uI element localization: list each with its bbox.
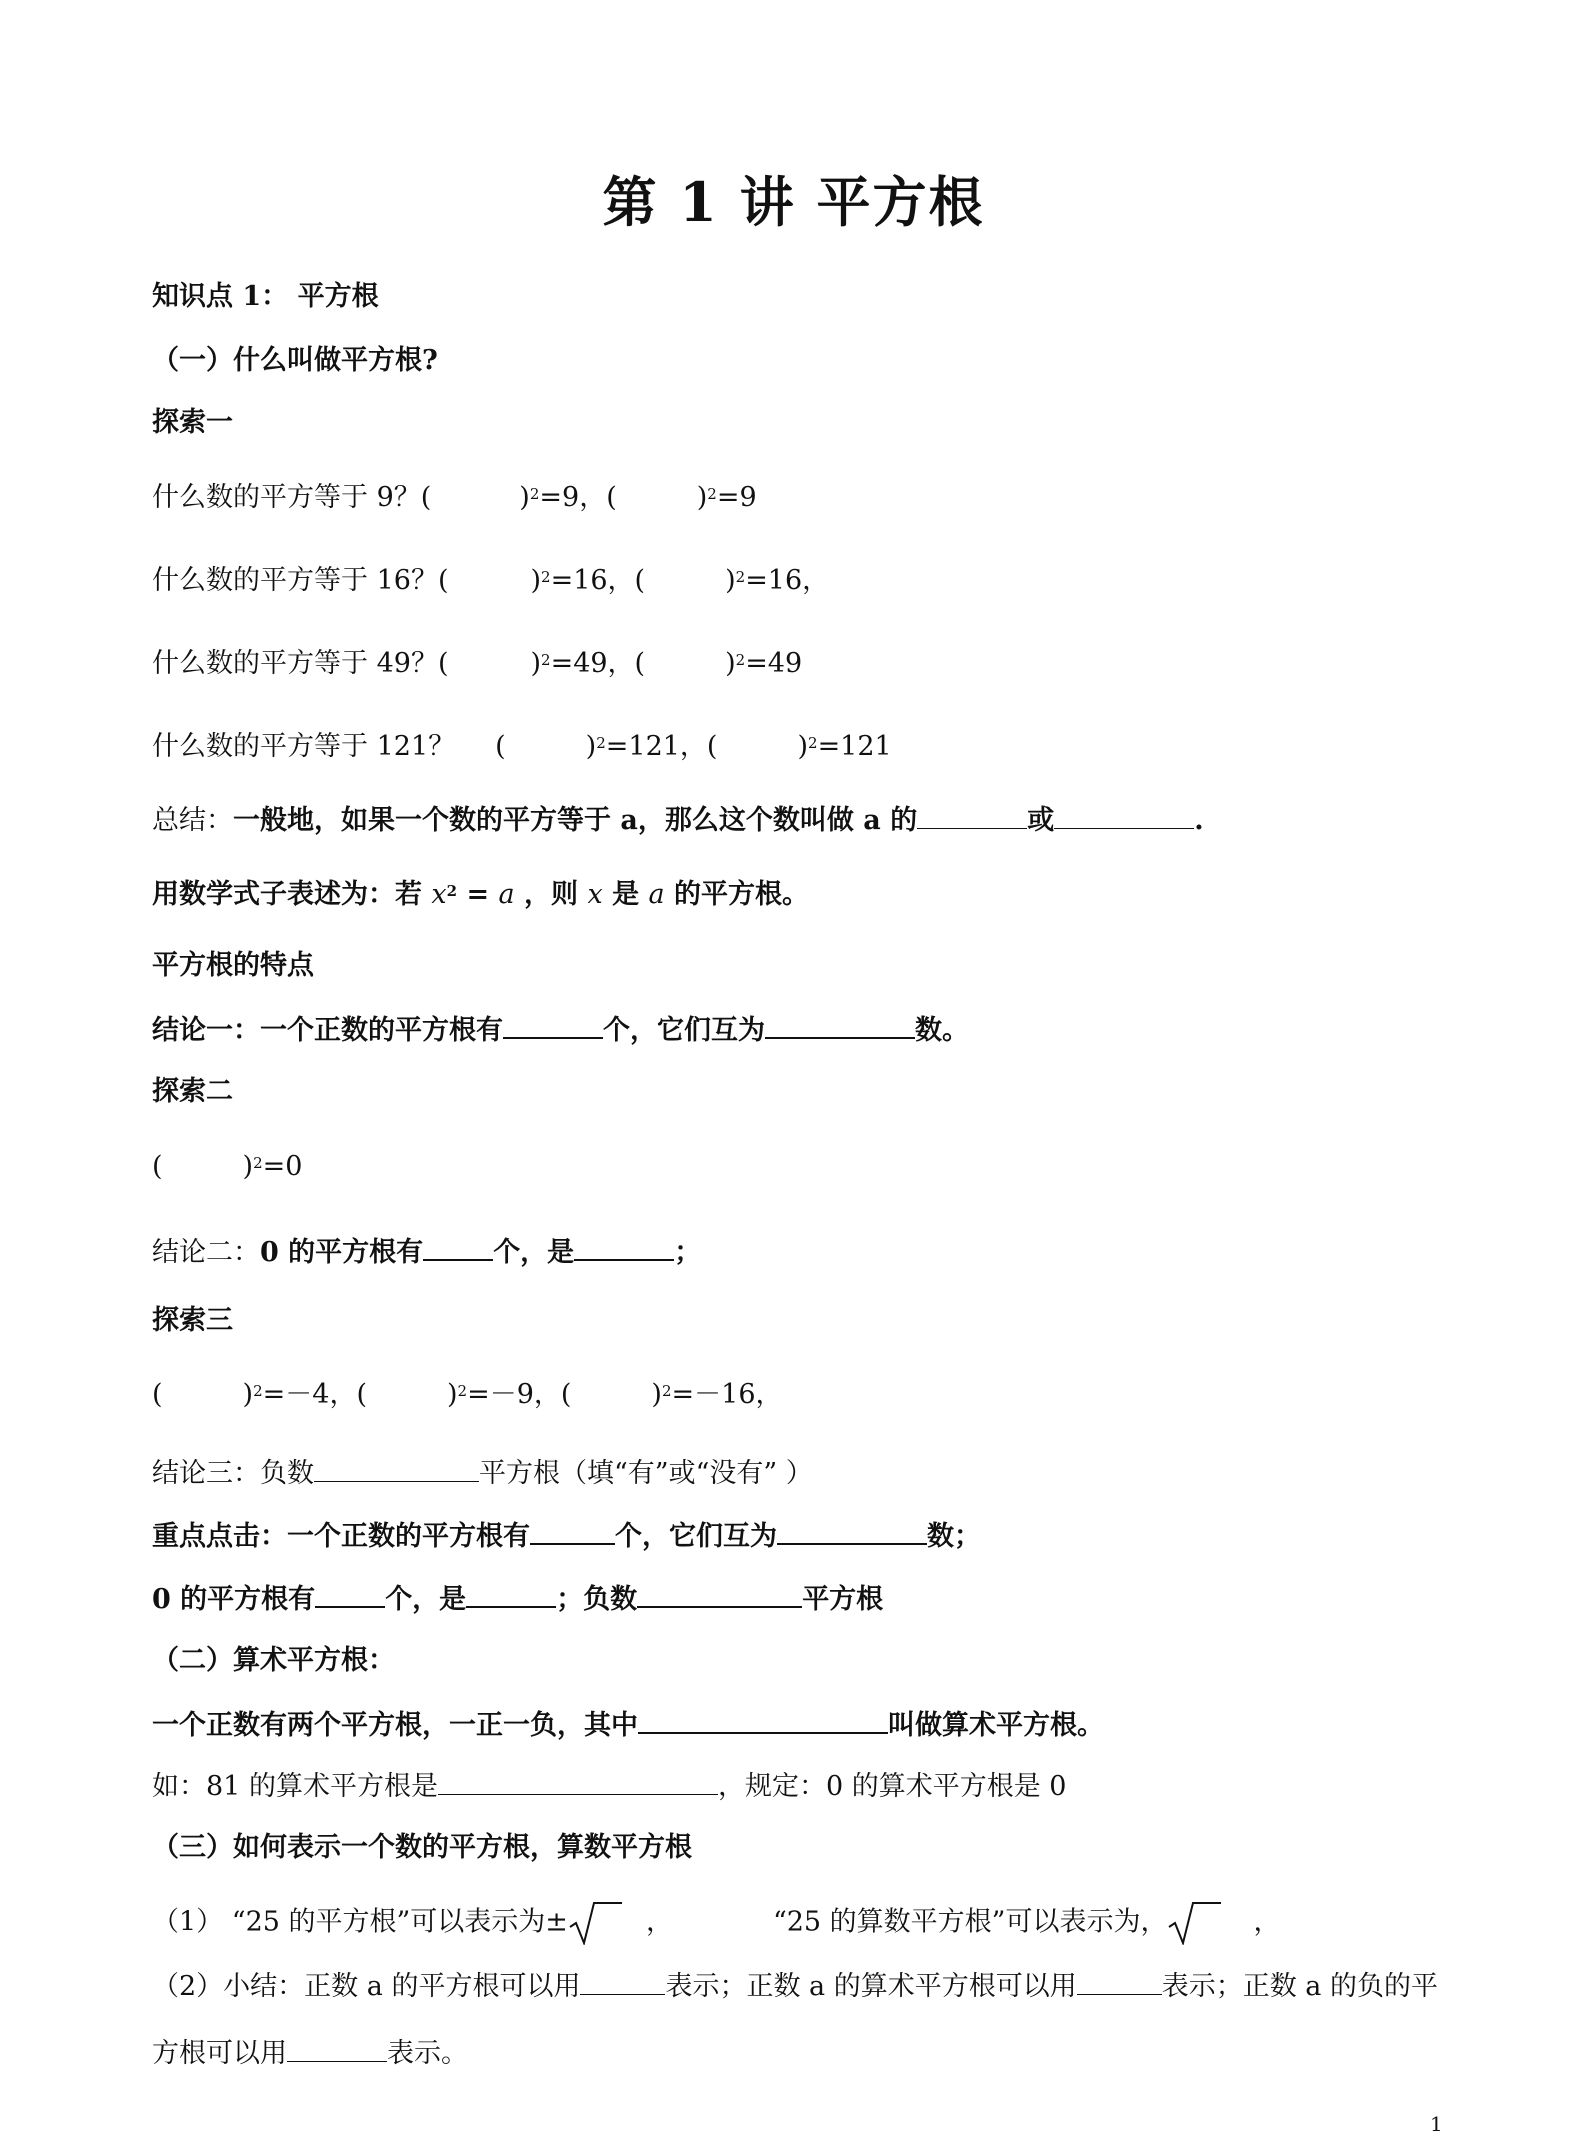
explore-two-heading: 探索二 bbox=[152, 1076, 233, 1107]
conclusion-two: 结论二：0 的平方根有 个，是 ； bbox=[152, 1233, 701, 1271]
arithmetic-root-definition: 一个正数有两个平方根，一正一负，其中 叫做算术平方根。 bbox=[152, 1706, 1104, 1744]
section-three-heading: （三）如何表示一个数的平方根，算数平方根 bbox=[152, 1832, 692, 1863]
blank-arithmetic[interactable] bbox=[638, 1706, 888, 1734]
blank-key-zero-value[interactable] bbox=[466, 1580, 556, 1608]
blank-negative-notation[interactable] bbox=[287, 2035, 387, 2062]
section-one-heading: （一）什么叫做平方根? bbox=[152, 345, 438, 376]
exercise-line-121: 什么数的平方等于 121？ ( )$^2$=121，( )$^2$=121 bbox=[152, 731, 892, 762]
blank-arithmetic-notation[interactable] bbox=[1077, 1968, 1162, 1995]
radical-sign-icon bbox=[568, 1901, 624, 1945]
radical-sign-icon bbox=[1167, 1901, 1223, 1945]
conclusion-one: 结论一：一个正数的平方根有 个，它们互为 数。 bbox=[152, 1011, 969, 1049]
notation-summary-line: （2）小结：正数 a 的平方根可以用 表示；正数 a 的算术平方根可以用 表示；正数 a 的负的平 bbox=[152, 1968, 1438, 2005]
exercise-line-9: 什么数的平方等于 9？( )$^2$=9，( )$^2$=9 bbox=[152, 482, 757, 513]
page-title: 第 1 讲 平方根 bbox=[602, 170, 985, 234]
section-two-heading: （二）算术平方根： bbox=[152, 1645, 395, 1676]
blank-count[interactable] bbox=[503, 1011, 603, 1039]
blank-81-root[interactable] bbox=[438, 1768, 718, 1795]
blank-zero-count[interactable] bbox=[423, 1233, 493, 1261]
blank-square-root-notation[interactable] bbox=[580, 1968, 665, 1995]
summary-line: 总结：一般地，如果一个数的平方等于 a，那么这个数叫做 a 的 或 . bbox=[152, 802, 1204, 839]
exercise-line-16: 什么数的平方等于 16？( )$^2$=16，( )$^2$=16， bbox=[152, 565, 830, 596]
explore-one-heading: 探索一 bbox=[152, 407, 233, 438]
notation-summary-continued: 方根可以用 表示。 bbox=[152, 2035, 468, 2072]
notation-line-1: （1） “25 的平方根”可以表示为± ， “25 的算数平方根”可以表示为， ， bbox=[152, 1901, 1280, 1945]
exercise-line-49: 什么数的平方等于 49？( )$^2$=49，( )$^2$=49 bbox=[152, 648, 803, 679]
blank-negative[interactable] bbox=[314, 1455, 479, 1482]
key-point-line-2: 0 的平方根有 个，是 ；负数 平方根 bbox=[152, 1580, 883, 1618]
arithmetic-root-example: 如：81 的算术平方根是 ，规定：0 的算术平方根是 0 bbox=[152, 1768, 1066, 1805]
conclusion-three: 结论三：负数 平方根（填“有”或“没有” ） bbox=[152, 1455, 813, 1492]
formula-line: 用数学式子表述为：若 $x^2 = a$ ，则 x 是 a 的平方根。 bbox=[152, 879, 809, 910]
zero-square-line: ( )$^2$=0 bbox=[152, 1151, 303, 1182]
blank-term-2[interactable] bbox=[1054, 802, 1194, 829]
key-point-line-1: 重点点击：一个正数的平方根有 个，它们互为 数； bbox=[152, 1517, 981, 1555]
blank-term-1[interactable] bbox=[917, 802, 1027, 829]
blank-key-negative[interactable] bbox=[637, 1580, 802, 1608]
knowledge-point-heading: 知识点 1： 平方根 bbox=[152, 281, 379, 312]
explore-three-heading: 探索三 bbox=[152, 1305, 233, 1336]
blank-relation[interactable] bbox=[765, 1011, 915, 1039]
blank-zero-value[interactable] bbox=[574, 1233, 674, 1261]
blank-key-count[interactable] bbox=[530, 1517, 615, 1545]
features-heading: 平方根的特点 bbox=[152, 950, 314, 981]
blank-key-relation[interactable] bbox=[777, 1517, 927, 1545]
negative-square-line: ( )$^2$=－4，( )$^2$=－9，( )$^2$=－16， bbox=[152, 1379, 783, 1410]
blank-key-zero-count[interactable] bbox=[315, 1580, 385, 1608]
page-number: 1 bbox=[1430, 2112, 1443, 2136]
